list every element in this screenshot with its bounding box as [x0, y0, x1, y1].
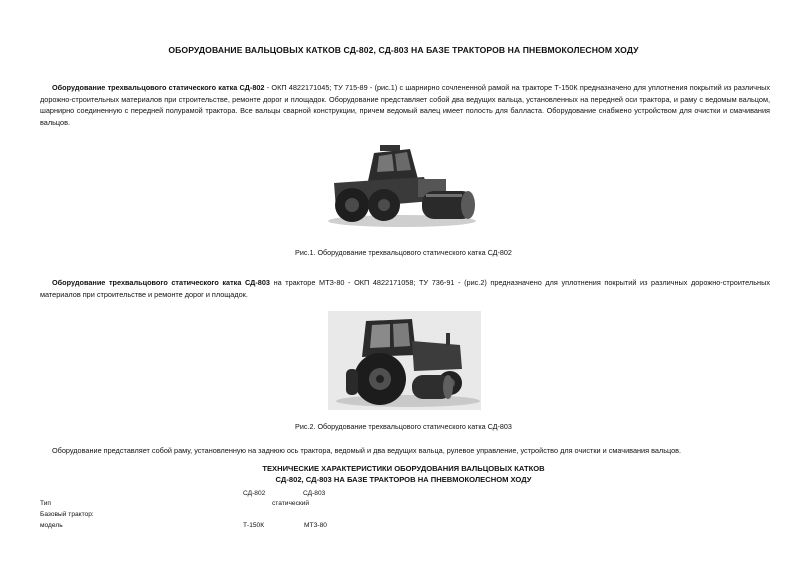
figure-sd802-photo — [322, 139, 480, 229]
paragraph-sd803-body: на тракторе МТЗ-80 - ОКП 4822171058; ТУ 736-91 - (рис.2) предназначено для уплотнения покрытий из различных дорожно-строительных материалов при строительстве и ремонте дорог и площадок. — [40, 278, 770, 299]
spec-row-model-label: модель — [40, 522, 63, 529]
spec-row-model-sd802: Т-150К — [243, 522, 265, 529]
figure-1-caption: Рис.1. Оборудование трехвальцового статического катка СД-802 — [295, 248, 512, 257]
tech-specs-title — [0, 463, 807, 485]
paragraph-sd802 — [40, 82, 770, 129]
paragraph-sd803 — [40, 277, 770, 300]
spec-header-sd802: СД-802 — [243, 490, 266, 497]
spec-header-sd803: СД-803 — [303, 490, 326, 497]
spec-row-model-sd803: МТЗ-80 — [304, 522, 327, 529]
paragraph-sd802-lead: Оборудование трехвальцового статического катка СД-802 — [52, 83, 265, 92]
tractor-t150k-roller-image — [322, 139, 480, 229]
figure-sd803-photo — [328, 311, 481, 410]
tech-specs-title-line2: СД-802, СД-803 НА БАЗЕ ТРАКТОРОВ НА ПНЕВМОКОЛЕСНОМ ХОДУ — [275, 475, 532, 484]
document-title: ОБОРУДОВАНИЕ ВАЛЬЦОВЫХ КАТКОВ СД-802, СД-803 НА БАЗЕ ТРАКТОРОВ НА ПНЕВМОКОЛЕСНОМ ХОДУ — [168, 45, 639, 55]
paragraph-sd802-body: - ОКП 4822171045; ТУ 715-89 - (рис.1) с шарнирно сочлененной рамой на тракторе Т-150К предназначено для уплотнения покрытий из различных дорожно-строительных материалов при строительстве, ремонте дорог и площадок. Оборудование представляет собой два ведущих вальца, установленных на передней оси трактора, и раму с ведомым вальцом, шарнирно соединенную с передней полурамой трактора. Все вальцы сварной конструкции, причем ведомый валец имеет полость для балласта. Оборудование снабжено устройством для очистки и смачивания вальцов. — [40, 83, 770, 128]
spec-row-type-label: Тип — [40, 500, 51, 507]
tech-specs-title-line1: ТЕХНИЧЕСКИЕ ХАРАКТЕРИСТИКИ ОБОРУДОВАНИЯ ВАЛЬЦОВЫХ КАТКОВ — [262, 464, 545, 473]
figure-2-caption: Рис.2. Оборудование трехвальцового статического катка СД-803 — [295, 422, 512, 431]
tractor-mtz80-roller-image — [328, 311, 481, 410]
paragraph-description: Оборудование представляет собой раму, установленную на заднюю ось трактора, ведомый и два ведущих вальца, рулевое управление, устройство для очистки и смачивания вальцов. — [52, 446, 682, 455]
paragraph-sd803-lead: Оборудование трехвальцового статического катка СД-803 — [52, 278, 270, 287]
spec-row-base-tractor-label: Базовый трактор: — [40, 511, 94, 518]
spec-row-type-value: статический — [272, 500, 310, 507]
